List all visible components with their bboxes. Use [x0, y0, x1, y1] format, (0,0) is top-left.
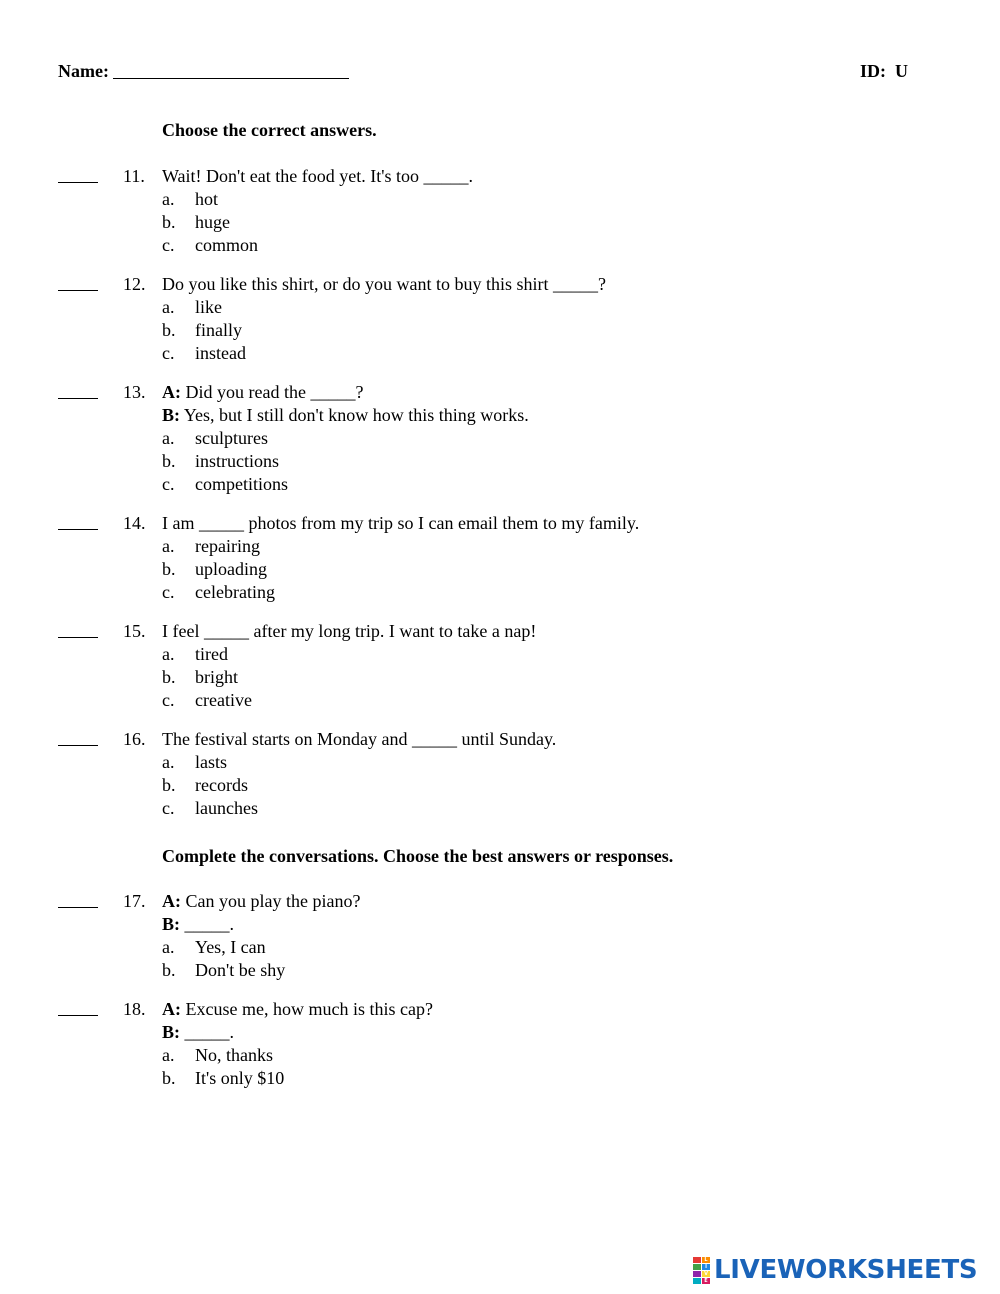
option-text[interactable]: lasts: [195, 752, 228, 772]
name-field: [58, 60, 349, 82]
answer-blank[interactable]: [58, 382, 98, 399]
question-number: 18.: [123, 999, 146, 1019]
option-text[interactable]: tired: [195, 644, 228, 664]
option-letter: c.: [162, 582, 175, 602]
question-stem: Do you like this shirt, or do you want to buy this shirt _____?: [162, 274, 606, 294]
option-letter: a.: [162, 297, 175, 317]
question-stem: The festival starts on Monday and _____ until Sunday.: [162, 729, 557, 749]
option-letter: b.: [162, 320, 176, 340]
speaker-b: B:: [162, 914, 180, 934]
dialogue-line-b: [162, 404, 529, 426]
option-letter: c.: [162, 474, 175, 494]
option-letter: a.: [162, 189, 175, 209]
section-title-1: Choose the correct answers.: [162, 120, 377, 140]
line-a-text: Did you read the _____?: [181, 382, 364, 402]
option-text[interactable]: launches: [195, 798, 258, 818]
speaker-b: B:: [162, 1022, 180, 1042]
answer-blank[interactable]: [58, 274, 98, 291]
answer-blank[interactable]: [58, 891, 98, 908]
logo-cell: [693, 1264, 701, 1270]
question-number: 13.: [123, 382, 146, 402]
option-text[interactable]: like: [195, 297, 222, 317]
option-letter: a.: [162, 1045, 175, 1065]
option-letter: a.: [162, 752, 175, 772]
option-letter: b.: [162, 960, 176, 980]
option-text[interactable]: repairing: [195, 536, 260, 556]
line-b-text: _____.: [180, 914, 234, 934]
option-text[interactable]: competitions: [195, 474, 288, 494]
question-stem: I feel _____ after my long trip. I want to take a nap!: [162, 621, 537, 641]
logo-cell: I: [702, 1264, 710, 1270]
name-blank[interactable]: [113, 60, 349, 79]
option-letter: b.: [162, 1068, 176, 1088]
option-letter: c.: [162, 798, 175, 818]
logo-mark-icon: [693, 1257, 710, 1284]
speaker-a: A:: [162, 382, 181, 402]
option-letter: c.: [162, 690, 175, 710]
dialogue-line-a: [162, 381, 363, 403]
answer-blank[interactable]: [58, 999, 98, 1016]
option-text[interactable]: celebrating: [195, 582, 275, 602]
option-text[interactable]: records: [195, 775, 248, 795]
answer-blank[interactable]: [58, 513, 98, 530]
dialogue-line-b: [162, 913, 234, 935]
section-title-2: Complete the conversations. Choose the best answers or responses.: [162, 846, 674, 866]
id-value: U: [895, 61, 908, 81]
speaker-b: B:: [162, 405, 180, 425]
line-b-text: Yes, but I still don't know how this thing works.: [180, 405, 529, 425]
question-stem: Wait! Don't eat the food yet. It's too _____.: [162, 166, 473, 186]
question-number: 16.: [123, 729, 146, 749]
question-stem: I am _____ photos from my trip so I can email them to my family.: [162, 513, 640, 533]
line-a-text: Can you play the piano?: [181, 891, 361, 911]
name-label: Name:: [58, 61, 109, 81]
id-label: ID:: [860, 61, 886, 81]
option-text[interactable]: creative: [195, 690, 252, 710]
option-letter: c.: [162, 235, 175, 255]
dialogue-line-a: [162, 998, 433, 1020]
option-letter: b.: [162, 451, 176, 471]
logo-cell: E: [702, 1278, 710, 1284]
option-letter: a.: [162, 937, 175, 957]
option-text[interactable]: common: [195, 235, 258, 255]
line-b-text: _____.: [180, 1022, 234, 1042]
option-letter: b.: [162, 775, 176, 795]
option-letter: c.: [162, 343, 175, 363]
line-a-text: Excuse me, how much is this cap?: [181, 999, 433, 1019]
option-text[interactable]: hot: [195, 189, 219, 209]
option-text[interactable]: instead: [195, 343, 246, 363]
speaker-a: A:: [162, 999, 181, 1019]
option-text[interactable]: Don't be shy: [195, 960, 286, 980]
answer-blank[interactable]: [58, 166, 98, 183]
question-number: 17.: [123, 891, 146, 911]
liveworksheets-logo[interactable]: [693, 1255, 977, 1285]
logo-cell: L: [702, 1257, 710, 1263]
speaker-a: A:: [162, 891, 181, 911]
option-text[interactable]: No, thanks: [195, 1045, 273, 1065]
logo-cell: [693, 1271, 701, 1277]
option-letter: a.: [162, 428, 175, 448]
logo-cell: V: [702, 1271, 710, 1277]
option-text[interactable]: sculptures: [195, 428, 268, 448]
question-number: 11.: [123, 166, 145, 186]
option-letter: b.: [162, 667, 176, 687]
dialogue-line-b: [162, 1021, 234, 1043]
option-letter: a.: [162, 536, 175, 556]
logo-text: LIVEWORKSHEETS: [714, 1255, 978, 1285]
option-text[interactable]: finally: [195, 320, 242, 340]
option-text[interactable]: It's only $10: [195, 1068, 285, 1088]
option-text[interactable]: bright: [195, 667, 238, 687]
question-number: 14.: [123, 513, 146, 533]
id-field: [860, 60, 908, 82]
option-letter: b.: [162, 212, 176, 232]
option-text[interactable]: Yes, I can: [195, 937, 266, 957]
question-number: 15.: [123, 621, 146, 641]
dialogue-line-a: [162, 890, 360, 912]
logo-cell: [693, 1257, 701, 1263]
answer-blank[interactable]: [58, 729, 98, 746]
option-text[interactable]: huge: [195, 212, 230, 232]
option-text[interactable]: uploading: [195, 559, 267, 579]
answer-blank[interactable]: [58, 621, 98, 638]
question-number: 12.: [123, 274, 146, 294]
option-letter: b.: [162, 559, 176, 579]
logo-cell: [693, 1278, 701, 1284]
option-text[interactable]: instructions: [195, 451, 279, 471]
option-letter: a.: [162, 644, 175, 664]
